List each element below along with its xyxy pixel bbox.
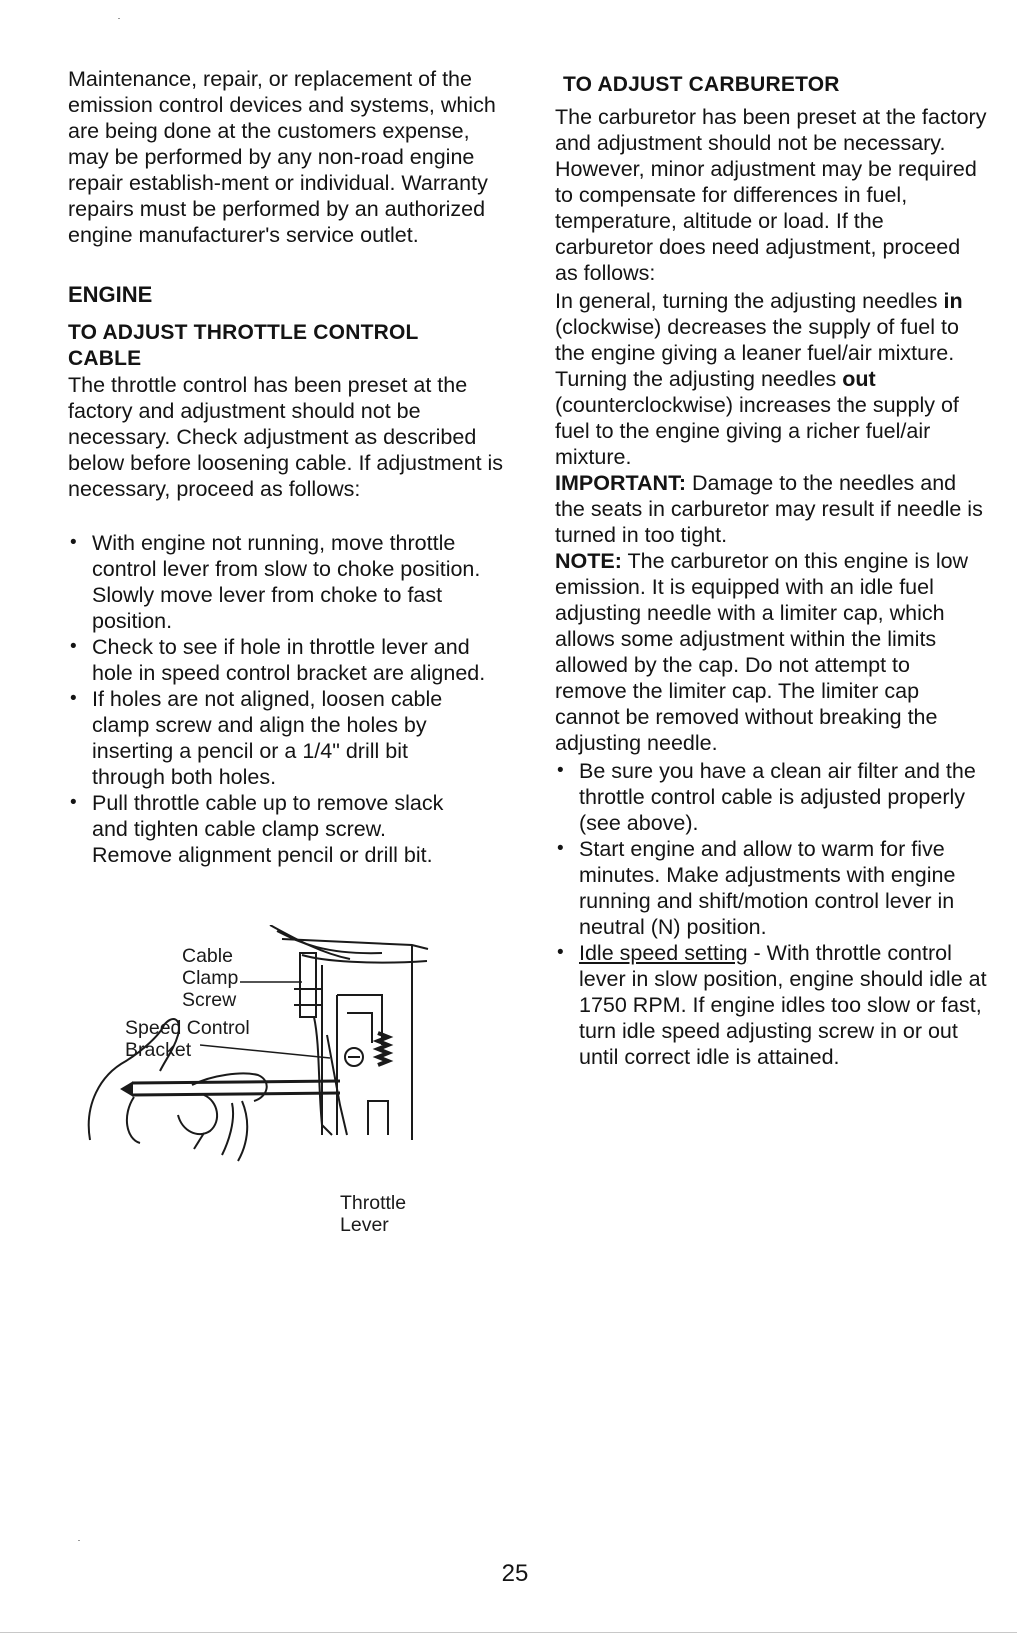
out-keyword: out xyxy=(842,367,876,391)
label-line: Speed Control xyxy=(125,1017,250,1039)
cable-clamp-screw-label xyxy=(182,945,238,1011)
note-paragraph xyxy=(555,548,987,756)
label-line: Screw xyxy=(182,989,237,1011)
idle-speed-setting-label: Idle speed setting xyxy=(579,941,748,965)
text-span: (counterclockwise) increases the supply of fuel to the engine giving a richer fuel/air mixture. xyxy=(555,393,959,469)
list-item: • Start engine and allow to warm for five minutes. Make adjustments with engine running and shift/motion control lever in neutral (N) position. xyxy=(555,836,987,940)
list-item: • If holes are not aligned, loosen cable clamp screw and align the holes by inserting a pencil or a 1/4" drill bit through both holes. xyxy=(68,686,516,790)
carburetor-steps-list xyxy=(555,758,987,1070)
note-label: NOTE: xyxy=(555,549,622,573)
in-keyword: in xyxy=(943,289,963,313)
engine-heading: ENGINE xyxy=(68,282,153,307)
list-item: • With engine not running, move throttle control lever from slow to choke position. Slowly move lever from choke to fast position. xyxy=(68,530,516,634)
throttle-steps-list xyxy=(68,530,516,868)
throttle-cable-subheading: TO ADJUST THROTTLE CONTROL CABLE xyxy=(68,321,419,370)
emissions-maintenance-paragraph: Maintenance, repair, or replacement of the emission control devices and systems, which are being done at the customers expense, may be performed by any non-road engine repair establish-ment or individual. Warranty repairs must be performed by an authorized engine manufacturer's service outlet. xyxy=(68,67,496,247)
label-line: Cable xyxy=(182,945,233,967)
carburetor-heading: TO ADJUST CARBURETOR xyxy=(563,73,840,96)
scan-mark xyxy=(78,1540,80,1541)
text-span: - With throttle control lever in slow position, engine should idle at 1750 RPM. If engine idles too slow or fast, turn idle speed adjusting screw in or out until correct idle is attained. xyxy=(579,941,987,1069)
list-item xyxy=(555,940,987,1070)
text-span: In general, turning the adjusting needles xyxy=(555,289,938,313)
text-span: The carburetor on this engine is low emission. It is equipped with an idle fuel adjusting needle with a limiter cap, which allows some adjustment within the limits allowed by the cap. Do not attempt to remove the limiter cap. The limiter cap cannot be removed without breaking the adjusting needle. xyxy=(555,549,969,755)
page-number: 25 xyxy=(501,1560,529,1587)
list-item: • Pull throttle cable up to remove slack and tighten cable clamp screw. Remove alignment pencil or drill bit. xyxy=(68,790,516,868)
important-label: IMPORTANT: xyxy=(555,471,686,495)
needle-direction-paragraph xyxy=(555,288,993,470)
cable-clamp-leader-line xyxy=(240,960,330,990)
scan-mark xyxy=(118,18,120,19)
text-span: Damage to the needles and the seats in carburetor may result if needle is turned in too tight. xyxy=(555,471,983,547)
list-item: • Check to see if hole in throttle lever and hole in speed control bracket are aligned. xyxy=(68,634,516,686)
speed-control-leader-line xyxy=(200,1040,340,1070)
label-line: Clamp xyxy=(182,967,239,989)
list-item: • Be sure you have a clean air filter and the throttle control cable is adjusted properly (see above). xyxy=(555,758,987,836)
important-paragraph xyxy=(555,470,987,548)
throttle-intro-paragraph: The throttle control has been preset at the factory and adjustment should not be necessary. Check adjustment as described below before loosening cable. If adjustment is necessary, proceed as follows: xyxy=(68,373,504,501)
page-bottom-edge xyxy=(0,1632,1017,1633)
label-line: Throttle xyxy=(340,1192,407,1214)
carburetor-intro-paragraph: The carburetor has been preset at the factory and adjustment should not be necessary. However, minor adjustment may be required to compensate for differences in fuel, temperature, altitude or load. If the carburetor does need adjustment, proceed as follows: xyxy=(555,105,987,285)
text-span: (clockwise) decreases the supply of fuel to the engine giving a leaner fuel/air mixture. Turning the adjusting needles xyxy=(555,315,959,391)
label-line: Bracket xyxy=(125,1039,192,1061)
label-line: Lever xyxy=(340,1214,389,1236)
throttle-lever-label xyxy=(340,1192,406,1236)
